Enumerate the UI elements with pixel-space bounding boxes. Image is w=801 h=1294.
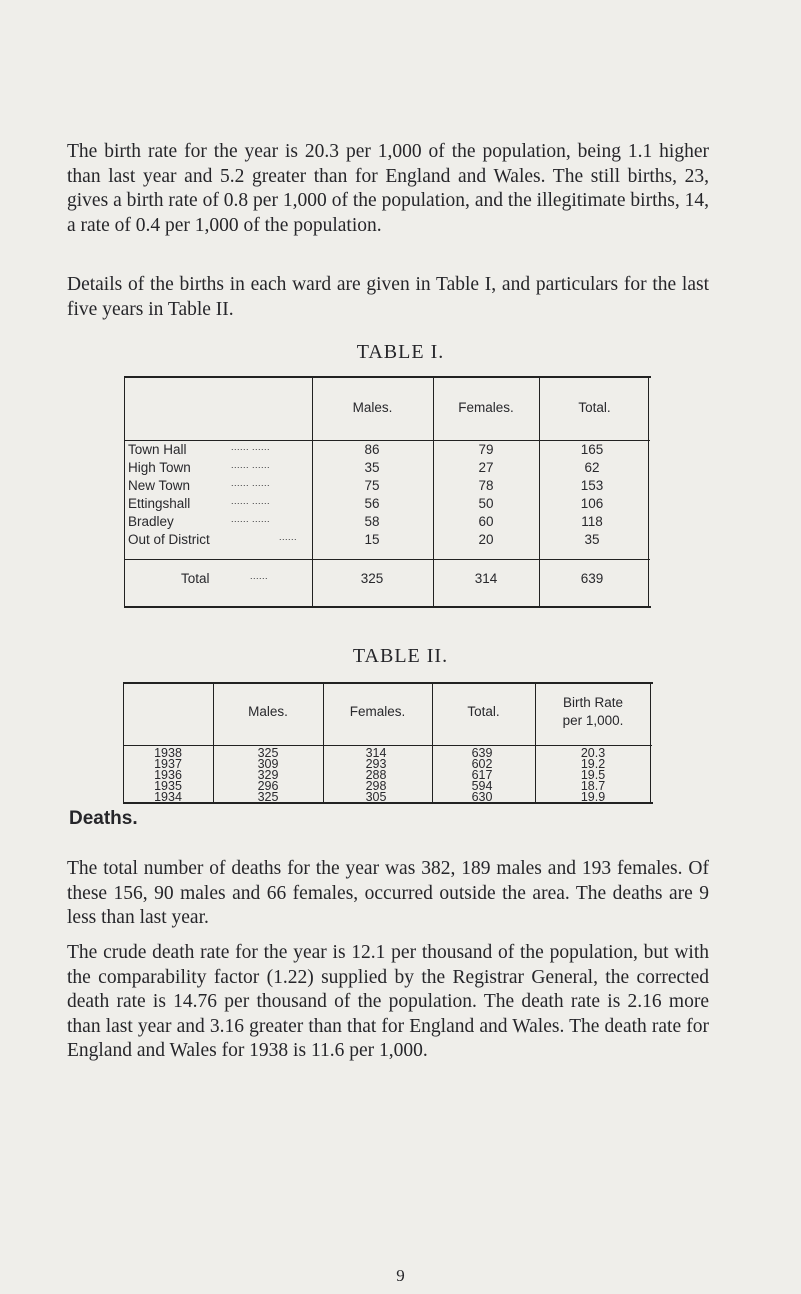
table2-header-males: Males.	[248, 704, 288, 719]
total-value: 165	[580, 442, 604, 457]
females-value: 305	[365, 790, 387, 804]
males-value: 296	[257, 779, 279, 793]
males-value: 86	[364, 442, 380, 457]
dot-leader: ...... ......	[231, 460, 271, 470]
table1-header-males: Males.	[352, 400, 393, 415]
males-value: 58	[364, 514, 380, 529]
year-value: 1936	[154, 768, 182, 782]
males-value: 329	[257, 768, 279, 782]
ward-label: New Town	[128, 478, 191, 493]
total-value: 106	[580, 496, 604, 511]
table-1	[124, 376, 651, 608]
table1-header-total: Total.	[578, 400, 611, 415]
males-total: 325	[360, 571, 384, 586]
rate-value: 19.5	[580, 768, 606, 782]
page-number: 9	[396, 1266, 405, 1285]
males-value: 15	[364, 532, 380, 547]
year-value: 1934	[154, 790, 182, 804]
ward-label: High Town	[128, 460, 191, 475]
ward-label: Out of District	[128, 532, 210, 547]
total-label: Total	[181, 571, 210, 586]
deaths-heading: Deaths.	[69, 808, 138, 829]
total-value: 118	[581, 514, 603, 529]
males-value: 35	[364, 460, 380, 475]
dot-leader: ...... ......	[231, 442, 271, 452]
rate-value: 20.3	[580, 746, 606, 760]
total-value: 617	[471, 768, 493, 782]
ward-label: Town Hall	[128, 442, 187, 457]
males-value: 56	[364, 496, 380, 511]
rate-value: 19.9	[580, 790, 606, 804]
males-value: 309	[257, 757, 279, 771]
table1-title: TABLE I.	[356, 341, 445, 363]
males-value: 325	[257, 746, 279, 760]
males-value: 325	[257, 790, 279, 804]
ward-label: Bradley	[128, 514, 174, 529]
year-value: 1935	[154, 779, 182, 793]
females-value: 79	[478, 442, 494, 457]
females-value: 60	[478, 514, 494, 529]
dot-leader: ...... ......	[231, 478, 271, 488]
dot-leader: ...... ......	[231, 514, 271, 524]
grand-total: 639	[580, 571, 604, 586]
total-value: 630	[471, 790, 493, 804]
females-value: 20	[478, 532, 494, 547]
table2-header-total: Total.	[467, 704, 500, 719]
females-total: 314	[474, 571, 498, 586]
deaths-total-paragraph: The total number of deaths for the year was 382, 189 males and 193 females. Of these 156, 90 males and 66 females, occurred outside the area. The deaths are 9 less than last year.	[67, 858, 709, 928]
females-value: 50	[478, 496, 494, 511]
females-value: 314	[365, 746, 387, 760]
table2-header-per-1000: per 1,000.	[562, 713, 624, 728]
total-value: 35	[584, 532, 600, 547]
females-value: 27	[478, 460, 494, 475]
females-value: 288	[365, 768, 387, 782]
total-value: 62	[584, 460, 600, 475]
table1-header-females: Females.	[458, 400, 514, 415]
table-2-lower-rows	[123, 682, 653, 804]
females-value: 78	[478, 478, 494, 493]
total-value: 153	[580, 478, 604, 493]
year-value: 1938	[154, 746, 182, 760]
death-rate-paragraph: The crude death rate for the year is 12.1 per thousand of the population, but with the comparability factor (1.22) supplied by the Registrar General, the corrected death rate is 14.76 per thousand of the population. The death rate is 2.16 more than last year and 3.16 greater than that for England and Wales. The death rate for England and Wales for 1938 is 11.6 per 1,000.	[67, 942, 709, 1061]
dot-leader: ......	[250, 571, 269, 581]
total-value: 594	[471, 779, 493, 793]
dot-leader: ......	[279, 532, 298, 542]
females-value: 298	[365, 779, 387, 793]
birth-rate-paragraph: The birth rate for the year is 20.3 per 1,000 of the population, being 1.1 higher than last year and 5.2 greater than for England and Wales. The still births, 23, gives a birth rate of 0.8 per 1,000 of the population, and the illegitimate births, 14, a rate of 0.4 per 1,000 of the population.	[67, 141, 709, 236]
females-value: 293	[365, 757, 387, 771]
rate-value: 19.2	[580, 757, 606, 771]
dot-leader: ...... ......	[231, 496, 271, 506]
males-value: 75	[364, 478, 380, 493]
table2-header-birth-rate: Birth Rate	[562, 695, 624, 710]
table2-header-females: Females.	[349, 704, 406, 719]
total-value: 602	[471, 757, 493, 771]
ward-label: Ettingshall	[128, 496, 191, 511]
details-paragraph: Details of the births in each ward are given in Table I, and particulars for the last five years in Table II.	[67, 274, 709, 320]
table2-title: TABLE II.	[352, 645, 449, 667]
rate-value: 18.7	[580, 779, 606, 793]
total-value: 639	[471, 746, 493, 760]
year-value: 1937	[154, 757, 182, 771]
